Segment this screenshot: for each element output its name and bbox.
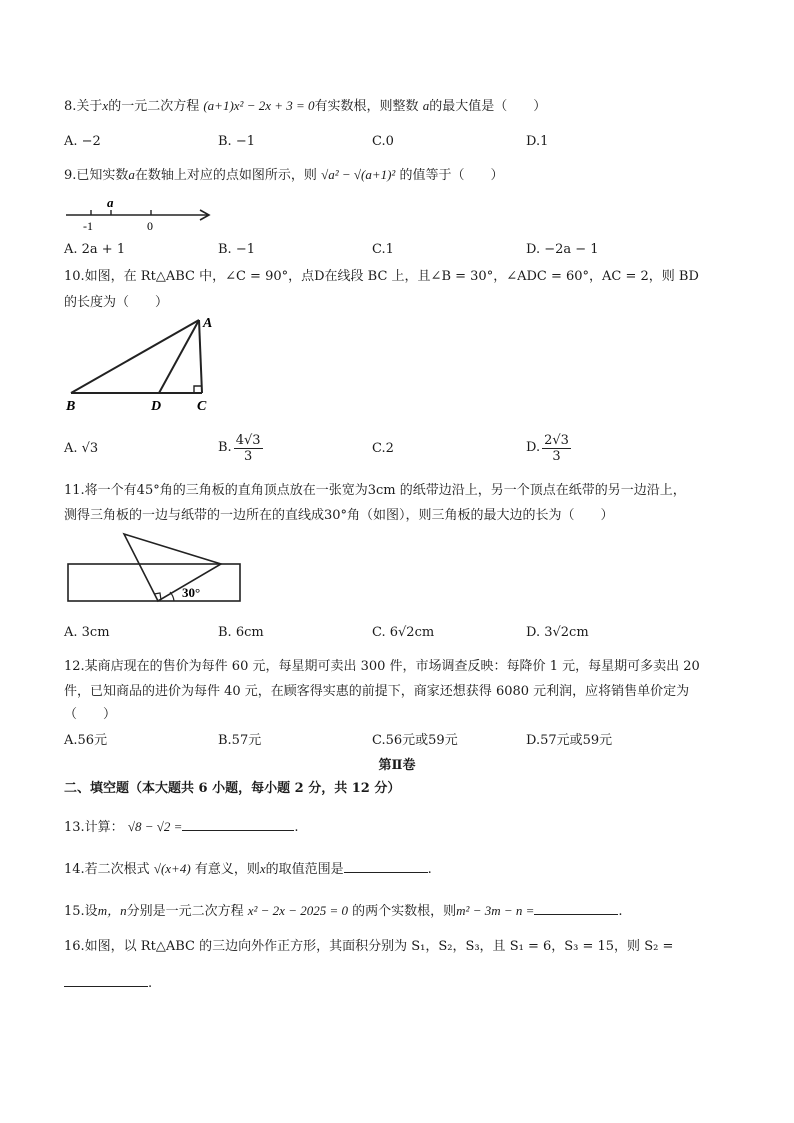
- q11-option-c: C. 6√2cm: [372, 625, 435, 640]
- fraction-numerator: 4√3: [235, 432, 261, 448]
- q14-var-x: x: [259, 861, 266, 876]
- angle-label: 30°: [182, 585, 201, 600]
- q11-stem-line2: 测得三角板的一边与纸带的一边所在的直线成30°角（如图），则三角板的最大边的长为（ ）: [64, 508, 614, 523]
- q10-stem-line2: 的长度为（ ）: [64, 295, 169, 310]
- q12-stem-line1: 12.某商店现在的售价为每件 60 元，每星期可卖出 300 件，市场调查反映：每降价 1 元，每星期可多卖出 20: [64, 659, 700, 674]
- fraction-denominator: 3: [552, 448, 561, 464]
- set-square: [124, 534, 221, 601]
- q8-option-b: B. −1: [218, 134, 255, 149]
- label-zero: 0: [147, 219, 153, 233]
- q11-strip-figure: [66, 531, 246, 607]
- fraction-numerator: 2√3: [544, 432, 569, 448]
- q15-end: .: [618, 904, 623, 919]
- q11-option-d: D. 3√2cm: [526, 625, 589, 640]
- label-a: a: [107, 195, 114, 210]
- vertex-b: B: [66, 399, 76, 414]
- q8-option-a: A. −2: [64, 134, 101, 149]
- q9-number-line: [62, 195, 214, 235]
- q15-expression: m² − 3m − n =: [456, 903, 535, 918]
- q14-expression: √(x+4): [153, 861, 191, 876]
- q15-answer-blank[interactable]: [534, 900, 618, 915]
- q15-equation: x² − 2x − 2025 = 0: [247, 903, 348, 918]
- q14-stem: [64, 858, 432, 879]
- q15-stem: [64, 900, 623, 921]
- vertex-a: A: [203, 316, 213, 331]
- q16-answer-blank[interactable]: [64, 972, 148, 987]
- vertex-d: D: [151, 399, 162, 414]
- q10-option-d-prefix: D.: [526, 440, 541, 455]
- q12-option-c: C.56元或59元: [372, 733, 458, 748]
- q13-end: .: [294, 820, 299, 835]
- q13-stem: [64, 816, 299, 837]
- q8-equation: (a+1)x² − 2x + 3 = 0: [203, 98, 315, 113]
- q8-option-c: C.0: [372, 134, 394, 149]
- q14-stem-b: 有意义，则: [194, 862, 260, 877]
- q11-option-a: A. 3cm: [64, 625, 110, 640]
- q10-triangle-figure: [62, 310, 222, 414]
- q9-option-c: C.1: [372, 242, 394, 257]
- q8-stem-c: 的一元二次方程: [108, 99, 200, 114]
- q14-end: .: [427, 862, 432, 877]
- q8-stem-f: 的最大值是（ ）: [429, 99, 547, 114]
- q9-stem-a: 9.已知实数: [64, 168, 129, 183]
- q15-vars: m，n: [97, 903, 127, 918]
- q9-option-d: D. −2a − 1: [526, 242, 599, 257]
- q10-option-c: C.2: [372, 441, 394, 456]
- q12-stem-line3: （ ）: [64, 707, 117, 722]
- q15-stem-a: 15.设: [64, 904, 98, 919]
- q16-stem-line1: 16.如图，以 Rt△ABC 的三边向外作正方形，其面积分别为 S₁，S₂，S₃，且 S₁ = 6，S₃ = 15，则 S₂ =: [64, 939, 674, 954]
- q15-stem-d: 的两个实数根，则: [352, 904, 457, 919]
- section-two-title: 二、填空题（本大题共 6 小题，每小题 2 分，共 12 分）: [64, 781, 401, 796]
- q9-stem-d: 的值等于（ ）: [399, 168, 504, 183]
- q14-answer-blank[interactable]: [344, 858, 428, 873]
- q10-option-b-fraction: [234, 433, 263, 464]
- q8-stem-a: 8.关于: [64, 99, 103, 114]
- q10-option-d-fraction: [542, 433, 571, 464]
- q10-option-b-prefix: B.: [218, 440, 232, 455]
- q14-stem-d: 的取值范围是: [265, 862, 344, 877]
- q16-end: .: [148, 976, 153, 991]
- q13-answer-blank[interactable]: [182, 816, 294, 831]
- right-angle-mark: [194, 386, 202, 393]
- q10-stem-line1: 10.如图，在 Rt△ABC 中，∠C = 90°，点D在线段 BC 上，且∠B = 30°，∠ADC = 60°，AC = 2，则 BD: [64, 269, 699, 284]
- q10-option-b: [218, 426, 265, 470]
- q16-answer-line: [64, 972, 152, 993]
- q10-option-d: [526, 426, 573, 470]
- q9-stem: [64, 166, 504, 185]
- q9-option-a: A. 2a + 1: [64, 242, 126, 257]
- q8-stem: [64, 97, 546, 116]
- q12-option-b: B.57元: [218, 733, 262, 748]
- q12-option-d: D.57元或59元: [526, 733, 613, 748]
- q8-var-a: a: [422, 98, 430, 113]
- q13-expression: √8 − √2 =: [127, 819, 183, 834]
- q8-var-x: x: [102, 98, 109, 113]
- q11-stem-line1: 11.将一个有45°角的三角板的直角顶点放在一张宽为3cm 的纸带边沿上，另一个顶点在纸带的另一边沿上，: [64, 483, 686, 498]
- q9-stem-c: 在数轴上对应的点如图所示，则: [134, 168, 317, 183]
- paper-strip: [68, 564, 240, 601]
- q13-stem-a: 13.计算：: [64, 820, 124, 835]
- vertex-c: C: [197, 399, 207, 414]
- q10-option-a: A. √3: [64, 441, 99, 456]
- q15-stem-c: 分别是一元二次方程: [126, 904, 244, 919]
- fraction-denominator: 3: [243, 448, 253, 464]
- q9-var-a: a: [128, 167, 135, 182]
- part-two-title: 第Ⅱ卷: [378, 758, 416, 773]
- q12-stem-line2: 件，已知商品的进价为每件 40 元，在顾客得实惠的前提下，商家还想获得 6080 元利润，应将销售单价定为: [64, 684, 690, 699]
- q11-option-b: B. 6cm: [218, 625, 264, 640]
- q8-stem-d: 有实数根，则整数: [314, 99, 419, 114]
- q9-expression: √a² − √(a+1)²: [321, 167, 396, 182]
- q14-stem-a: 14.若二次根式: [64, 862, 150, 877]
- q12-option-a: A.56元: [64, 733, 108, 748]
- q8-option-d: D.1: [526, 134, 549, 149]
- segment-ac: [199, 320, 202, 393]
- q9-option-b: B. −1: [218, 242, 255, 257]
- label-minus-one: -1: [83, 219, 93, 233]
